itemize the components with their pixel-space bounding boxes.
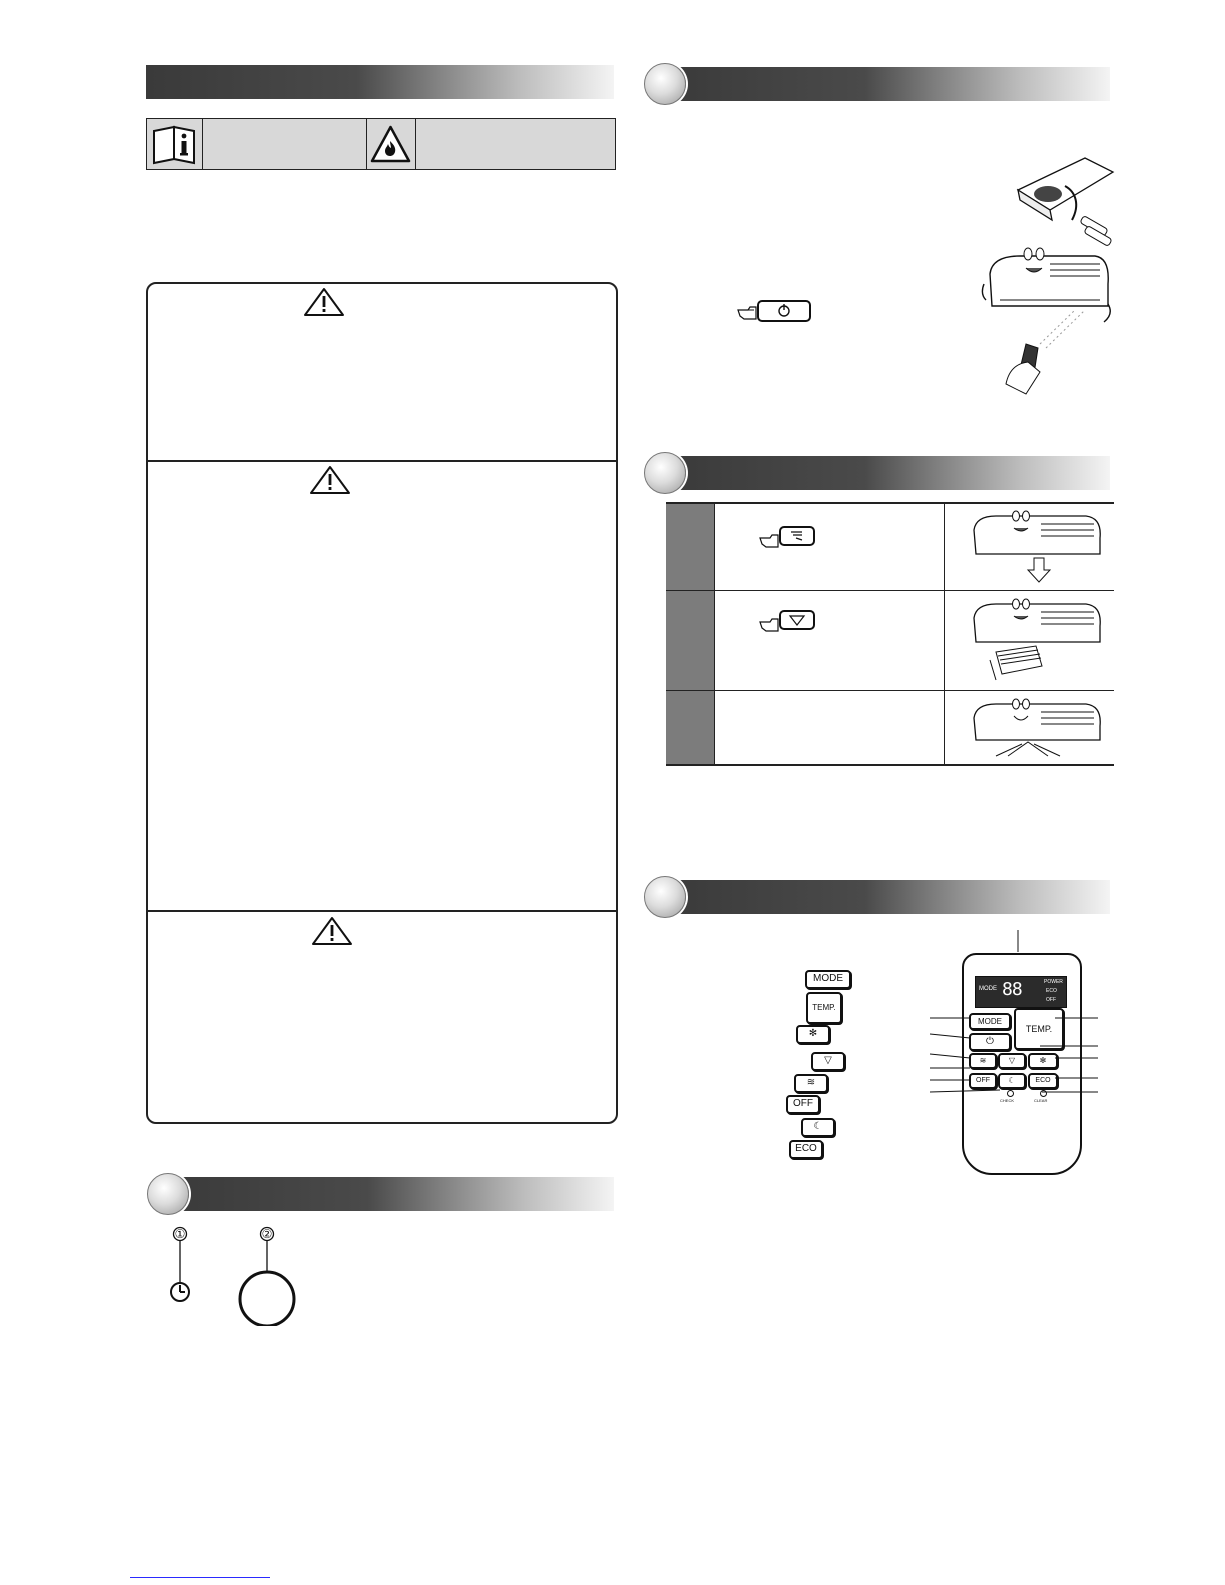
- remote-callout-lines: [930, 930, 1115, 1110]
- manual-icon-cell: [147, 119, 203, 169]
- indoor-unit-remote-illustration: [980, 244, 1115, 399]
- mode-button-icon: MODE: [805, 970, 851, 989]
- manual-text-cell: [202, 119, 367, 169]
- section-number-ball: [147, 1173, 189, 1215]
- remote-fan-button[interactable]: ✻: [1028, 1053, 1058, 1069]
- divider: [148, 910, 616, 912]
- read-manual-icon: [147, 119, 202, 169]
- section-header-bar: [146, 65, 614, 99]
- warning-icon: [308, 465, 352, 495]
- unit-airflow-auto-illustration: [956, 696, 1106, 760]
- warning-icon: [302, 287, 346, 317]
- legend-item-2: [234, 1226, 304, 1326]
- airflow-table: [666, 502, 1114, 766]
- display-digits: 88: [1002, 979, 1022, 1000]
- remote-mode-button[interactable]: MODE: [969, 1013, 1011, 1030]
- row-marker: [666, 504, 714, 590]
- battery-install-illustration: [1010, 150, 1115, 255]
- legend-number-2: ②: [261, 1227, 273, 1241]
- display-eco: ECO: [1046, 988, 1057, 994]
- legend-item-1: [160, 1226, 200, 1306]
- safety-icon-row: [146, 118, 616, 170]
- flammable-warning-icon: [366, 119, 415, 169]
- row-marker: [666, 591, 714, 690]
- remote-eco-button[interactable]: ECO: [1028, 1073, 1058, 1089]
- power-button-callout: [736, 298, 816, 324]
- flammable-icon-cell: [366, 119, 416, 169]
- warning-icon: [310, 916, 354, 946]
- fix-button-icon: ▽: [811, 1052, 845, 1071]
- swing-button-callout: [758, 524, 828, 550]
- section-header-bar: [664, 67, 1110, 101]
- remote-fix-button[interactable]: ▽: [998, 1053, 1026, 1069]
- section-header-bar: [664, 880, 1110, 914]
- display-off: OFF: [1046, 997, 1056, 1003]
- section-number-ball: [644, 63, 686, 105]
- fix-button-callout: [758, 608, 828, 634]
- safety-warnings-box: [146, 282, 618, 1124]
- remote-swing-button[interactable]: ≋: [969, 1053, 997, 1069]
- sleep-button-icon: ☾: [801, 1118, 835, 1137]
- section-header-bar: [166, 1177, 614, 1211]
- row-marker: [666, 691, 714, 764]
- section-header-bar: [664, 456, 1110, 490]
- remote-sleep-button[interactable]: ☾: [998, 1073, 1026, 1089]
- display-mode-label: MODE: [979, 986, 997, 992]
- remote-off-timer-button[interactable]: OFF: [969, 1073, 997, 1089]
- swing-button-icon: ≋: [794, 1074, 828, 1093]
- legend-number-1: ①: [174, 1227, 186, 1241]
- temp-button-icon: TEMP.: [806, 992, 842, 1024]
- section-number-ball: [644, 452, 686, 494]
- unit-airflow-down-illustration: [956, 508, 1106, 586]
- flammable-text-cell: [415, 119, 614, 169]
- fan-button-icon: ✻: [796, 1025, 830, 1044]
- clear-label: CLEAR: [1034, 1098, 1048, 1103]
- pointing-hand-icon: [736, 298, 816, 324]
- eco-button-icon: ECO: [789, 1140, 823, 1159]
- section-number-ball: [644, 876, 686, 918]
- divider: [148, 460, 616, 462]
- display-power: POWER: [1044, 979, 1063, 985]
- footer-link-underline: [130, 1577, 270, 1578]
- remote-power-button[interactable]: ⏻: [969, 1033, 1011, 1051]
- off-timer-button-icon: OFF: [786, 1095, 820, 1114]
- remote-temp-button[interactable]: TEMP.: [1014, 1008, 1064, 1050]
- check-label: CHECK: [1000, 1098, 1015, 1103]
- unit-airflow-fixed-illustration: [956, 596, 1106, 686]
